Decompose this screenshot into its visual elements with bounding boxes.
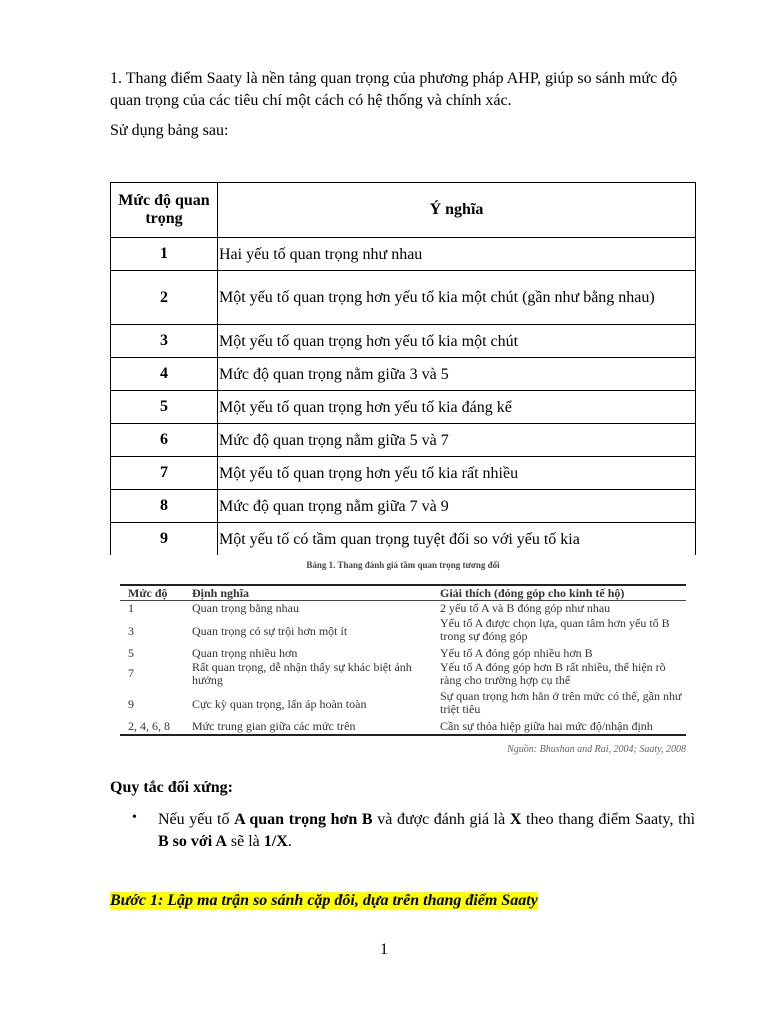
scan-definition: Quan trọng nhiều hơn bbox=[192, 646, 298, 660]
bullet-text: và được đánh giá là bbox=[372, 811, 510, 828]
table-header-row bbox=[111, 183, 696, 238]
step-1-highlight: Bước 1: Lập ma trận so sánh cặp đôi, dựa trên thang điểm Saaty bbox=[110, 892, 538, 909]
scan-header-definition: Định nghĩa bbox=[192, 586, 250, 600]
level-cell: 6 bbox=[111, 424, 218, 457]
header-importance-level: Mức độ quan trọng bbox=[111, 183, 218, 238]
scan-explanation: Sự quan trọng hơn hẳn ở trên mức có thể, gần như triệt tiêu bbox=[440, 689, 682, 716]
scan-definition: Cực kỳ quan trọng, lấn áp hoàn toàn bbox=[192, 697, 367, 711]
bullet-text: sẽ là bbox=[226, 833, 264, 850]
meaning-cell: Mức độ quan trọng nằm giữa 7 và 9 bbox=[218, 490, 696, 523]
table-row bbox=[111, 457, 696, 490]
bullet-bold-a-over-b: A quan trọng hơn B bbox=[234, 811, 373, 828]
intro-paragraph: 1. Thang điểm Saaty là nền tảng quan trọng của phương pháp AHP, giúp so sánh mức độ quan trọng của các tiêu chí một cách có hệ thống và chính xác. bbox=[110, 70, 678, 109]
meaning-cell: Hai yếu tố quan trọng như nhau bbox=[218, 238, 696, 271]
saaty-scale-table bbox=[110, 182, 696, 555]
scan-explanation: Yếu tố A được chọn lựa, quan tâm hơn yếu tố B trong sự đóng góp bbox=[440, 616, 670, 643]
scan-explanation: 2 yếu tố A và B đóng góp như nhau bbox=[440, 601, 611, 615]
symmetry-rule-bullet bbox=[158, 809, 695, 853]
meaning-cell: Một yếu tố quan trọng hơn yếu tố kia một chút bbox=[218, 325, 696, 358]
level-cell: 7 bbox=[111, 457, 218, 490]
scan-bottom-rule bbox=[120, 734, 686, 736]
scan-level: 5 bbox=[128, 646, 134, 660]
page-number: 1 bbox=[380, 941, 388, 958]
scan-level: 2, 4, 6, 8 bbox=[128, 719, 170, 733]
meaning-cell: Một yếu tố có tầm quan trọng tuyệt đối so với yếu tố kia bbox=[218, 523, 696, 556]
level-cell: 9 bbox=[111, 523, 218, 556]
scan-definition: Quan trọng bằng nhau bbox=[192, 601, 299, 615]
table-row bbox=[111, 523, 696, 556]
meaning-cell: Mức độ quan trọng nằm giữa 5 và 7 bbox=[218, 424, 696, 457]
step-1-heading bbox=[110, 892, 538, 910]
bullet-bold-x: X bbox=[509, 811, 522, 828]
bullet-bold-reciprocal: 1/X bbox=[263, 833, 288, 850]
scan-level: 3 bbox=[128, 624, 134, 638]
scan-level: 1 bbox=[128, 601, 134, 615]
table-row bbox=[111, 325, 696, 358]
scan-definition: Quan trọng có sự trội hơn một ít bbox=[192, 624, 348, 638]
use-table-text: Sử dụng bảng sau: bbox=[110, 122, 229, 139]
header-meaning: Ý nghĩa bbox=[218, 183, 696, 238]
table-row bbox=[111, 391, 696, 424]
bullet-text: . bbox=[287, 833, 292, 850]
table-row bbox=[111, 271, 696, 325]
meaning-cell: Mức độ quan trọng nằm giữa 3 và 5 bbox=[218, 358, 696, 391]
table-row bbox=[111, 358, 696, 391]
meaning-cell: Một yếu tố quan trọng hơn yếu tố kia đáng kể bbox=[218, 391, 696, 424]
symmetry-rule-title: Quy tắc đối xứng: bbox=[110, 779, 233, 796]
relative-importance-scan-image bbox=[120, 558, 686, 762]
meaning-cell: Một yếu tố quan trọng hơn yếu tố kia một chút (gần như bằng nhau) bbox=[218, 271, 696, 325]
bullet-text: Nếu yếu tố bbox=[158, 811, 235, 828]
scan-source: Nguồn: Bhushan and Rai, 2004; Saaty, 2008 bbox=[507, 744, 686, 755]
bullet-bold-b-vs-a: B so với A bbox=[158, 833, 227, 850]
scan-definition: Rất quan trọng, dễ nhận thấy sự khác biệt ảnh hưởng bbox=[192, 660, 412, 687]
meaning-cell: Một yếu tố quan trọng hơn yếu tố kia rất nhiều bbox=[218, 457, 696, 490]
scan-definition: Mức trung gian giữa các mức trên bbox=[192, 719, 356, 733]
table-row bbox=[111, 490, 696, 523]
scan-header-explanation: Giải thích (đóng góp cho kinh tế hộ) bbox=[440, 586, 625, 600]
level-cell: 1 bbox=[111, 238, 218, 271]
level-cell: 4 bbox=[111, 358, 218, 391]
level-cell: 2 bbox=[111, 271, 218, 325]
scan-explanation: Yếu tố A đóng góp hơn B rất nhiều, thể hiện rõ ràng cho trường hợp cụ thể bbox=[440, 660, 666, 687]
scan-header-level: Mức độ bbox=[128, 586, 168, 600]
level-cell: 3 bbox=[111, 325, 218, 358]
scan-level: 7 bbox=[128, 666, 134, 680]
bullet-icon: • bbox=[132, 810, 137, 825]
scan-caption: Bảng 1. Thang đánh giá tầm quan trọng tương đối bbox=[306, 560, 500, 570]
level-cell: 8 bbox=[111, 490, 218, 523]
bullet-text: theo thang điểm Saaty, thì bbox=[521, 811, 696, 828]
table-row bbox=[111, 238, 696, 271]
scan-explanation: Cần sự thỏa hiệp giữa hai mức độ/nhận định bbox=[440, 719, 653, 733]
scan-level: 9 bbox=[128, 697, 134, 711]
scan-explanation: Yếu tố A đóng góp nhiều hơn B bbox=[440, 646, 593, 660]
table-row bbox=[111, 424, 696, 457]
level-cell: 5 bbox=[111, 391, 218, 424]
